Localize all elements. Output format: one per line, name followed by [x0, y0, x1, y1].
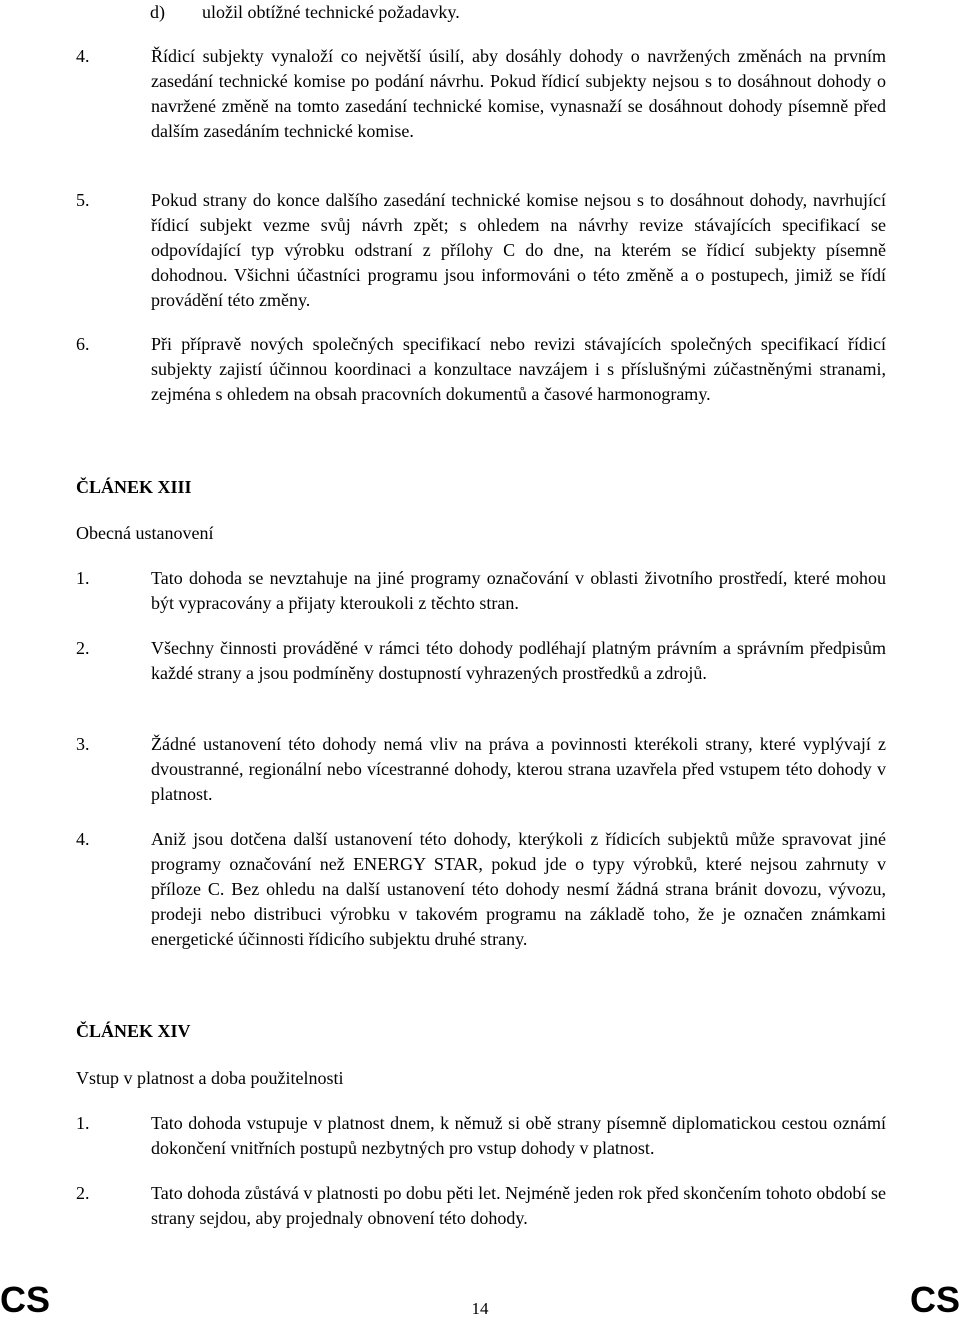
item-number: 5.: [76, 190, 90, 210]
item-number: 4.: [76, 46, 90, 66]
item-number: 6.: [76, 334, 90, 354]
item-text: uložil obtížné technické požadavky.: [202, 2, 460, 22]
paragraph-4: [76, 44, 886, 144]
general-provision-1: [76, 566, 886, 616]
article-xiv-heading: ČLÁNEK XIV: [76, 1021, 191, 1041]
item-number: 2.: [76, 1183, 90, 1203]
item-number: d): [150, 2, 165, 22]
item-text: Žádné ustanovení této dohody nemá vliv na práva a povinnosti kterékoli strany, které vyplývají z dvoustranné, regionální nebo vícestranné dohody, kterou strana uzavřela před vstupem této dohody v platnost.: [151, 734, 886, 804]
item-number: 2.: [76, 638, 90, 658]
item-text: Aniž jsou dotčena další ustanovení této dohody, kterýkoli z řídicích subjektů může spravovat jiné programy označování než ENERGY STAR, pokud jde o typy výrobků, které nejsou zahrnuty v příloze C. Bez ohledu na další ustanovení této dohody nesmí žádná strana bránit dovozu, vývozu, prodeji nebo distribuci výrobku v takovém programu na základě toho, že je označen známkami energetické účinnosti řídicího subjektu druhé strany.: [151, 829, 886, 949]
item-text: Řídicí subjekty vynaloží co největší úsilí, aby dosáhly dohody o navržených změnách na prvním zasedání technické komise po podání návrhu. Pokud řídicí subjekty nejsou s to dosáhnout dohody o navržené změně na tomto zasedání technické komise, vynasnaží se dosáhnout dohody písemně před dalším zasedáním technické komise.: [151, 46, 886, 141]
page-number: 14: [471, 1299, 489, 1318]
item-text: Všechny činnosti prováděné v rámci této dohody podléhají platným právním a správním předpisům každé strany a jsou podmíněny dostupností vyhrazených prostředků a zdrojů.: [151, 638, 886, 683]
item-text: Při přípravě nových společných specifikací nebo revizi stávajících společných specifikací řídicí subjekty zajistí účinnou koordinaci a konzultace navzájem i s příslušnými zúčastněnými stranami, zejména s ohledem na obsah pracovních dokumentů a časové harmonogramy.: [151, 334, 886, 404]
general-provision-4: [76, 827, 886, 952]
item-text: Tato dohoda se nevztahuje na jiné programy označování v oblasti životního prostředí, které mohou být vypracovány a přijaty kteroukoli z těchto stran.: [151, 568, 886, 613]
general-provision-2: [76, 636, 886, 686]
item-number: 4.: [76, 829, 90, 849]
validity-provision-1: [76, 1111, 886, 1161]
article-xiii-heading: ČLÁNEK XIII: [76, 477, 192, 497]
article-xiii-subtitle: Obecná ustanovení: [76, 523, 214, 543]
paragraph-5: [76, 188, 886, 313]
validity-provision-2: [76, 1181, 886, 1231]
general-provision-3: [76, 732, 886, 807]
paragraph-6: [76, 332, 886, 407]
item-text: Tato dohoda zůstává v platnosti po dobu pěti let. Nejméně jeden rok před skončením tohoto období se strany sejdou, aby projednaly obnovení této dohody.: [151, 1183, 886, 1228]
item-number: 3.: [76, 734, 90, 754]
footer-language-code-right: CS: [909, 1279, 960, 1320]
item-text: Tato dohoda vstupuje v platnost dnem, k němuž si obě strany písemně diplomatickou cestou oznámí dokončení vnitřních postupů nezbytných pro vstup dohody v platnost.: [151, 1113, 886, 1158]
list-item-d: [76, 0, 886, 25]
item-text: Pokud strany do konce dalšího zasedání technické komise nejsou s to dosáhnout dohody, navrhující řídicí subjekt vezme svůj návrh zpět; s ohledem na návrhy revize stávajících specifikací se odpovídající typ výrobku odstraní z přílohy C do dne, na kterém se řídicí subjekty písemně dohodnou. Všichni účastníci programu jsou informováni o této změně a o postupech, jimiž se řídí provádění této změny.: [151, 190, 886, 310]
footer-language-code-left: CS: [0, 1279, 51, 1320]
article-xiv-subtitle: Vstup v platnost a doba použitelnosti: [76, 1068, 344, 1088]
item-number: 1.: [76, 568, 90, 588]
item-number: 1.: [76, 1113, 90, 1133]
